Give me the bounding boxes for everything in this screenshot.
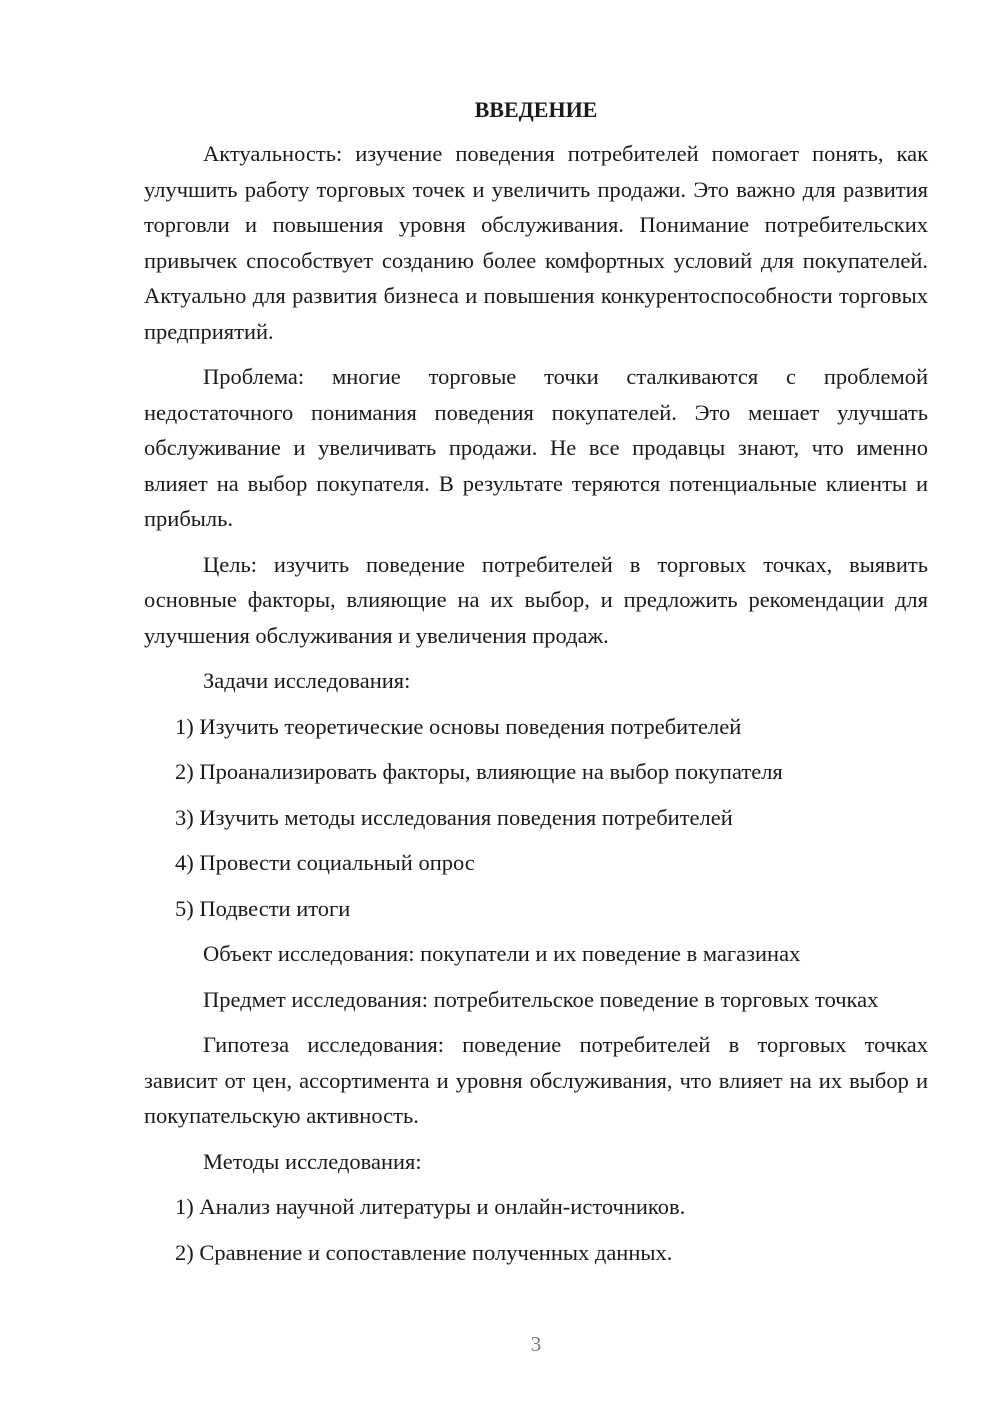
method-item: 2) Сравнение и сопоставление полученных данных. <box>175 1239 673 1265</box>
subject-paragraph: Предмет исследования: потребительское поведение в торговых точках <box>203 986 879 1012</box>
task-item: 1) Изучить теоретические основы поведения потребителей <box>175 713 742 739</box>
page-number: 3 <box>530 1332 542 1356</box>
hypothesis-paragraph: Гипотеза исследования: поведение потребителей в торговых точках зависит от цен, ассортимента и уровня обслуживания, что влияет на их выбор и покупательскую активность. <box>144 1032 928 1128</box>
task-item: 2) Проанализировать факторы, влияющие на выбор покупателя <box>175 759 783 784</box>
document-title: ВВЕДЕНИЕ <box>474 97 598 122</box>
task-item: 5) Подвести итоги <box>175 895 351 921</box>
methods-heading: Методы исследования: <box>203 1148 422 1174</box>
object-paragraph: Объект исследования: покупатели и их поведение в магазинах <box>203 941 801 966</box>
method-item: 1) Анализ научной литературы и онлайн-источников. <box>175 1194 686 1219</box>
relevance-paragraph: Актуальность: изучение поведения потребителей помогает понять, как улучшить работу торговых точек и увеличить продажи. Это важно для развития торговли и повышения уровня обслуживания. Понимание потребительских привычек способствует созданию более комфортных условий для покупателей. Актуально для развития бизнеса и повышения конкурентоспособности торговых предприятий. <box>144 141 928 344</box>
tasks-heading: Задачи исследования: <box>203 668 411 693</box>
task-item: 4) Провести социальный опрос <box>175 850 475 875</box>
goal-paragraph: Цель: изучить поведение потребителей в торговых точках, выявить основные факторы, влияющие на их выбор, и предложить рекомендации для улучшения обслуживания и увеличения продаж. <box>144 551 928 648</box>
document-body <box>144 92 928 1280</box>
problem-paragraph: Проблема: многие торговые точки сталкиваются с проблемой недостаточного понимания поведения покупателей. Это мешает улучшать обслуживание и увеличивать продажи. Не все продавцы знают, что именно влияет на выбор покупателя. В результате теряются потенциальные клиенты и прибыль. <box>144 364 928 531</box>
task-item: 3) Изучить методы исследования поведения потребителей <box>175 804 733 830</box>
